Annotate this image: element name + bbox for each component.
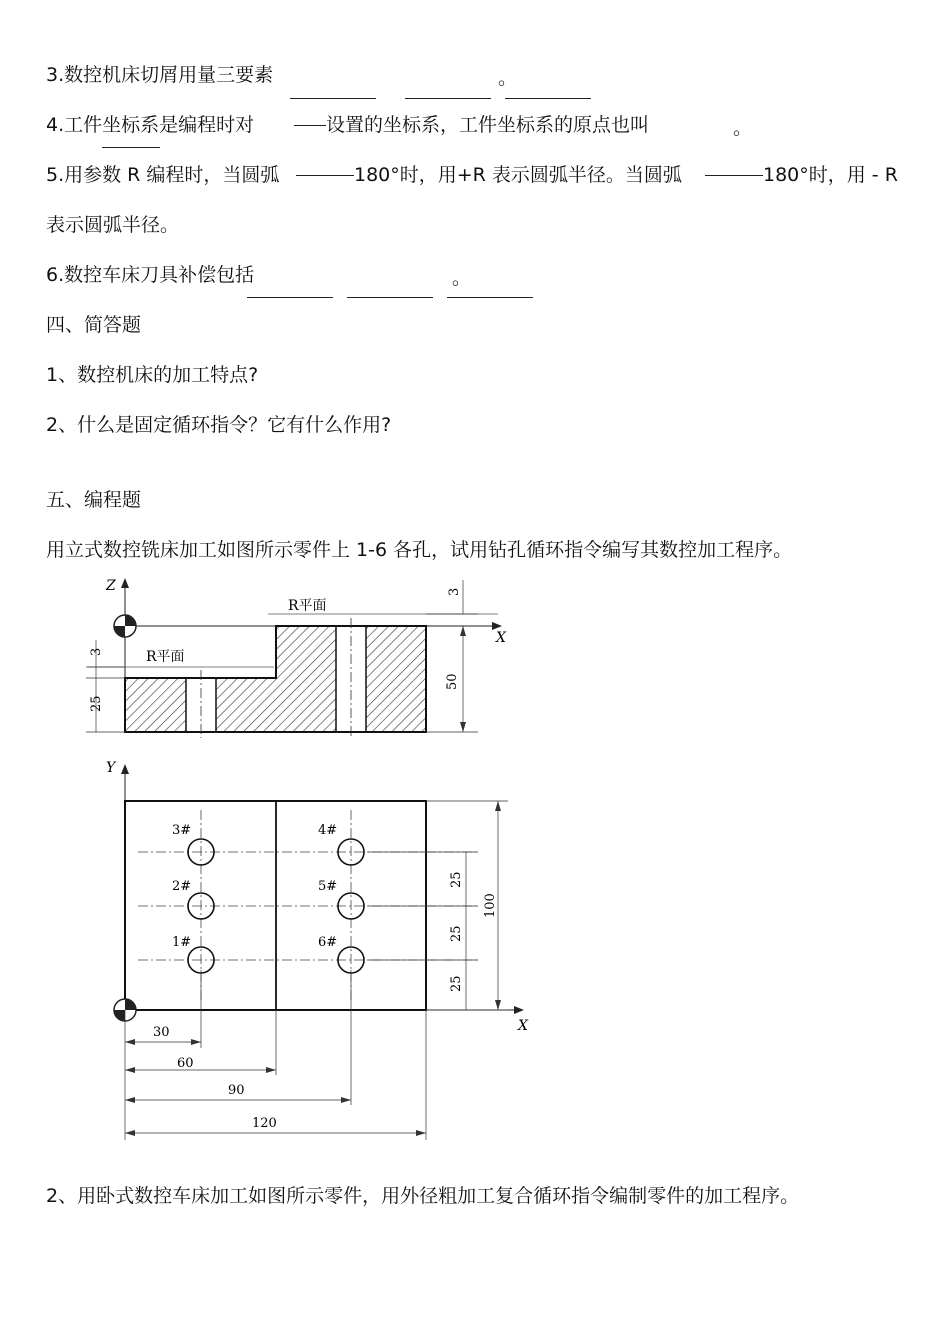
dim-total-width-y: 100	[483, 893, 498, 918]
question-6: 6.数控车床刀具补偿包括	[46, 264, 255, 286]
dim-spacing-upper: 25	[449, 871, 464, 888]
dim-spacing-lower: 25	[449, 975, 464, 992]
answer-blank-4b[interactable]	[102, 147, 160, 148]
period-4: 。	[733, 117, 753, 139]
question-5-start: 5.用参数 R 编程时，当圆弧	[46, 164, 280, 186]
x-axis-label-top: X	[518, 1018, 528, 1034]
short-answer-1: 1、数控机床的加工特点?	[46, 364, 259, 386]
dim-r-plane-top: 3	[447, 587, 462, 596]
answer-blank-6b[interactable]	[347, 297, 433, 298]
dim-x-30: 30	[153, 1025, 170, 1040]
z-axis-arrow-icon	[121, 578, 129, 588]
answer-blank-5b[interactable]	[705, 175, 763, 176]
hole-label-5: 5#	[318, 879, 338, 894]
dim-x-120: 120	[252, 1116, 277, 1131]
part-section	[125, 618, 426, 738]
programming-question-1: 用立式数控铣床加工如图所示零件上 1-6 各孔，试用钻孔循环指令编写其数控加工程序。	[46, 539, 793, 561]
hole-label-3: 3#	[172, 823, 192, 838]
x-axis-arrow-icon-top	[514, 1006, 524, 1014]
part-drawing	[78, 570, 540, 1150]
side-view	[86, 578, 507, 738]
dim-x-60: 60	[177, 1056, 194, 1071]
dim-x-90: 90	[228, 1083, 245, 1098]
dim-total-height: 50	[445, 673, 460, 690]
r-plane-label-lower: R平面	[146, 649, 185, 665]
question-4-middle: 设置的坐标系，工件坐标系的原点也叫	[326, 114, 650, 136]
section-5-title: 五、编程题	[46, 489, 142, 511]
question-4-start: 4.工件坐标系是编程时对	[46, 114, 255, 136]
answer-blank-6a[interactable]	[247, 297, 333, 298]
period-3: 。	[498, 67, 518, 89]
x-axis-label-side: X	[496, 630, 506, 646]
hole-label-6: 6#	[318, 935, 338, 950]
origin-symbol-icon	[114, 615, 136, 637]
hole-label-2: 2#	[172, 879, 192, 894]
top-view	[106, 760, 529, 1140]
x-axis-arrow-icon	[492, 622, 502, 630]
question-5-end: 180°时，用 - R	[763, 164, 898, 186]
r-plane-label-upper: R平面	[288, 598, 327, 614]
question-5-continued: 表示圆弧半径。	[46, 214, 180, 236]
hole-label-4: 4#	[318, 823, 338, 838]
answer-blank-5a[interactable]	[296, 175, 354, 176]
y-axis-arrow-icon	[121, 764, 129, 774]
dim-r-plane-left: 3	[89, 647, 104, 656]
question-3: 3.数控机床切屑用量三要素	[46, 64, 274, 86]
section-4-title: 四、简答题	[46, 314, 142, 336]
answer-blank-3b[interactable]	[405, 98, 491, 99]
dim-spacing-middle: 25	[449, 925, 464, 942]
answer-blank-3a[interactable]	[290, 98, 376, 99]
period-6: 。	[452, 267, 472, 289]
answer-blank-3c[interactable]	[505, 98, 591, 99]
z-axis-label: Z	[106, 578, 116, 594]
question-5-middle: 180°时，用+R 表示圆弧半径。当圆弧	[354, 164, 682, 186]
programming-question-2: 2、用卧式数控车床加工如图所示零件，用外径粗加工复合循环指令编制零件的加工程序。	[46, 1185, 800, 1207]
short-answer-2: 2、什么是固定循环指令？它有什么作用?	[46, 414, 392, 436]
answer-blank-6c[interactable]	[447, 297, 533, 298]
dim-step-height: 25	[89, 695, 104, 712]
hole-label-1: 1#	[172, 935, 192, 950]
y-axis-label: Y	[106, 760, 116, 776]
answer-blank-4a[interactable]	[294, 125, 326, 126]
